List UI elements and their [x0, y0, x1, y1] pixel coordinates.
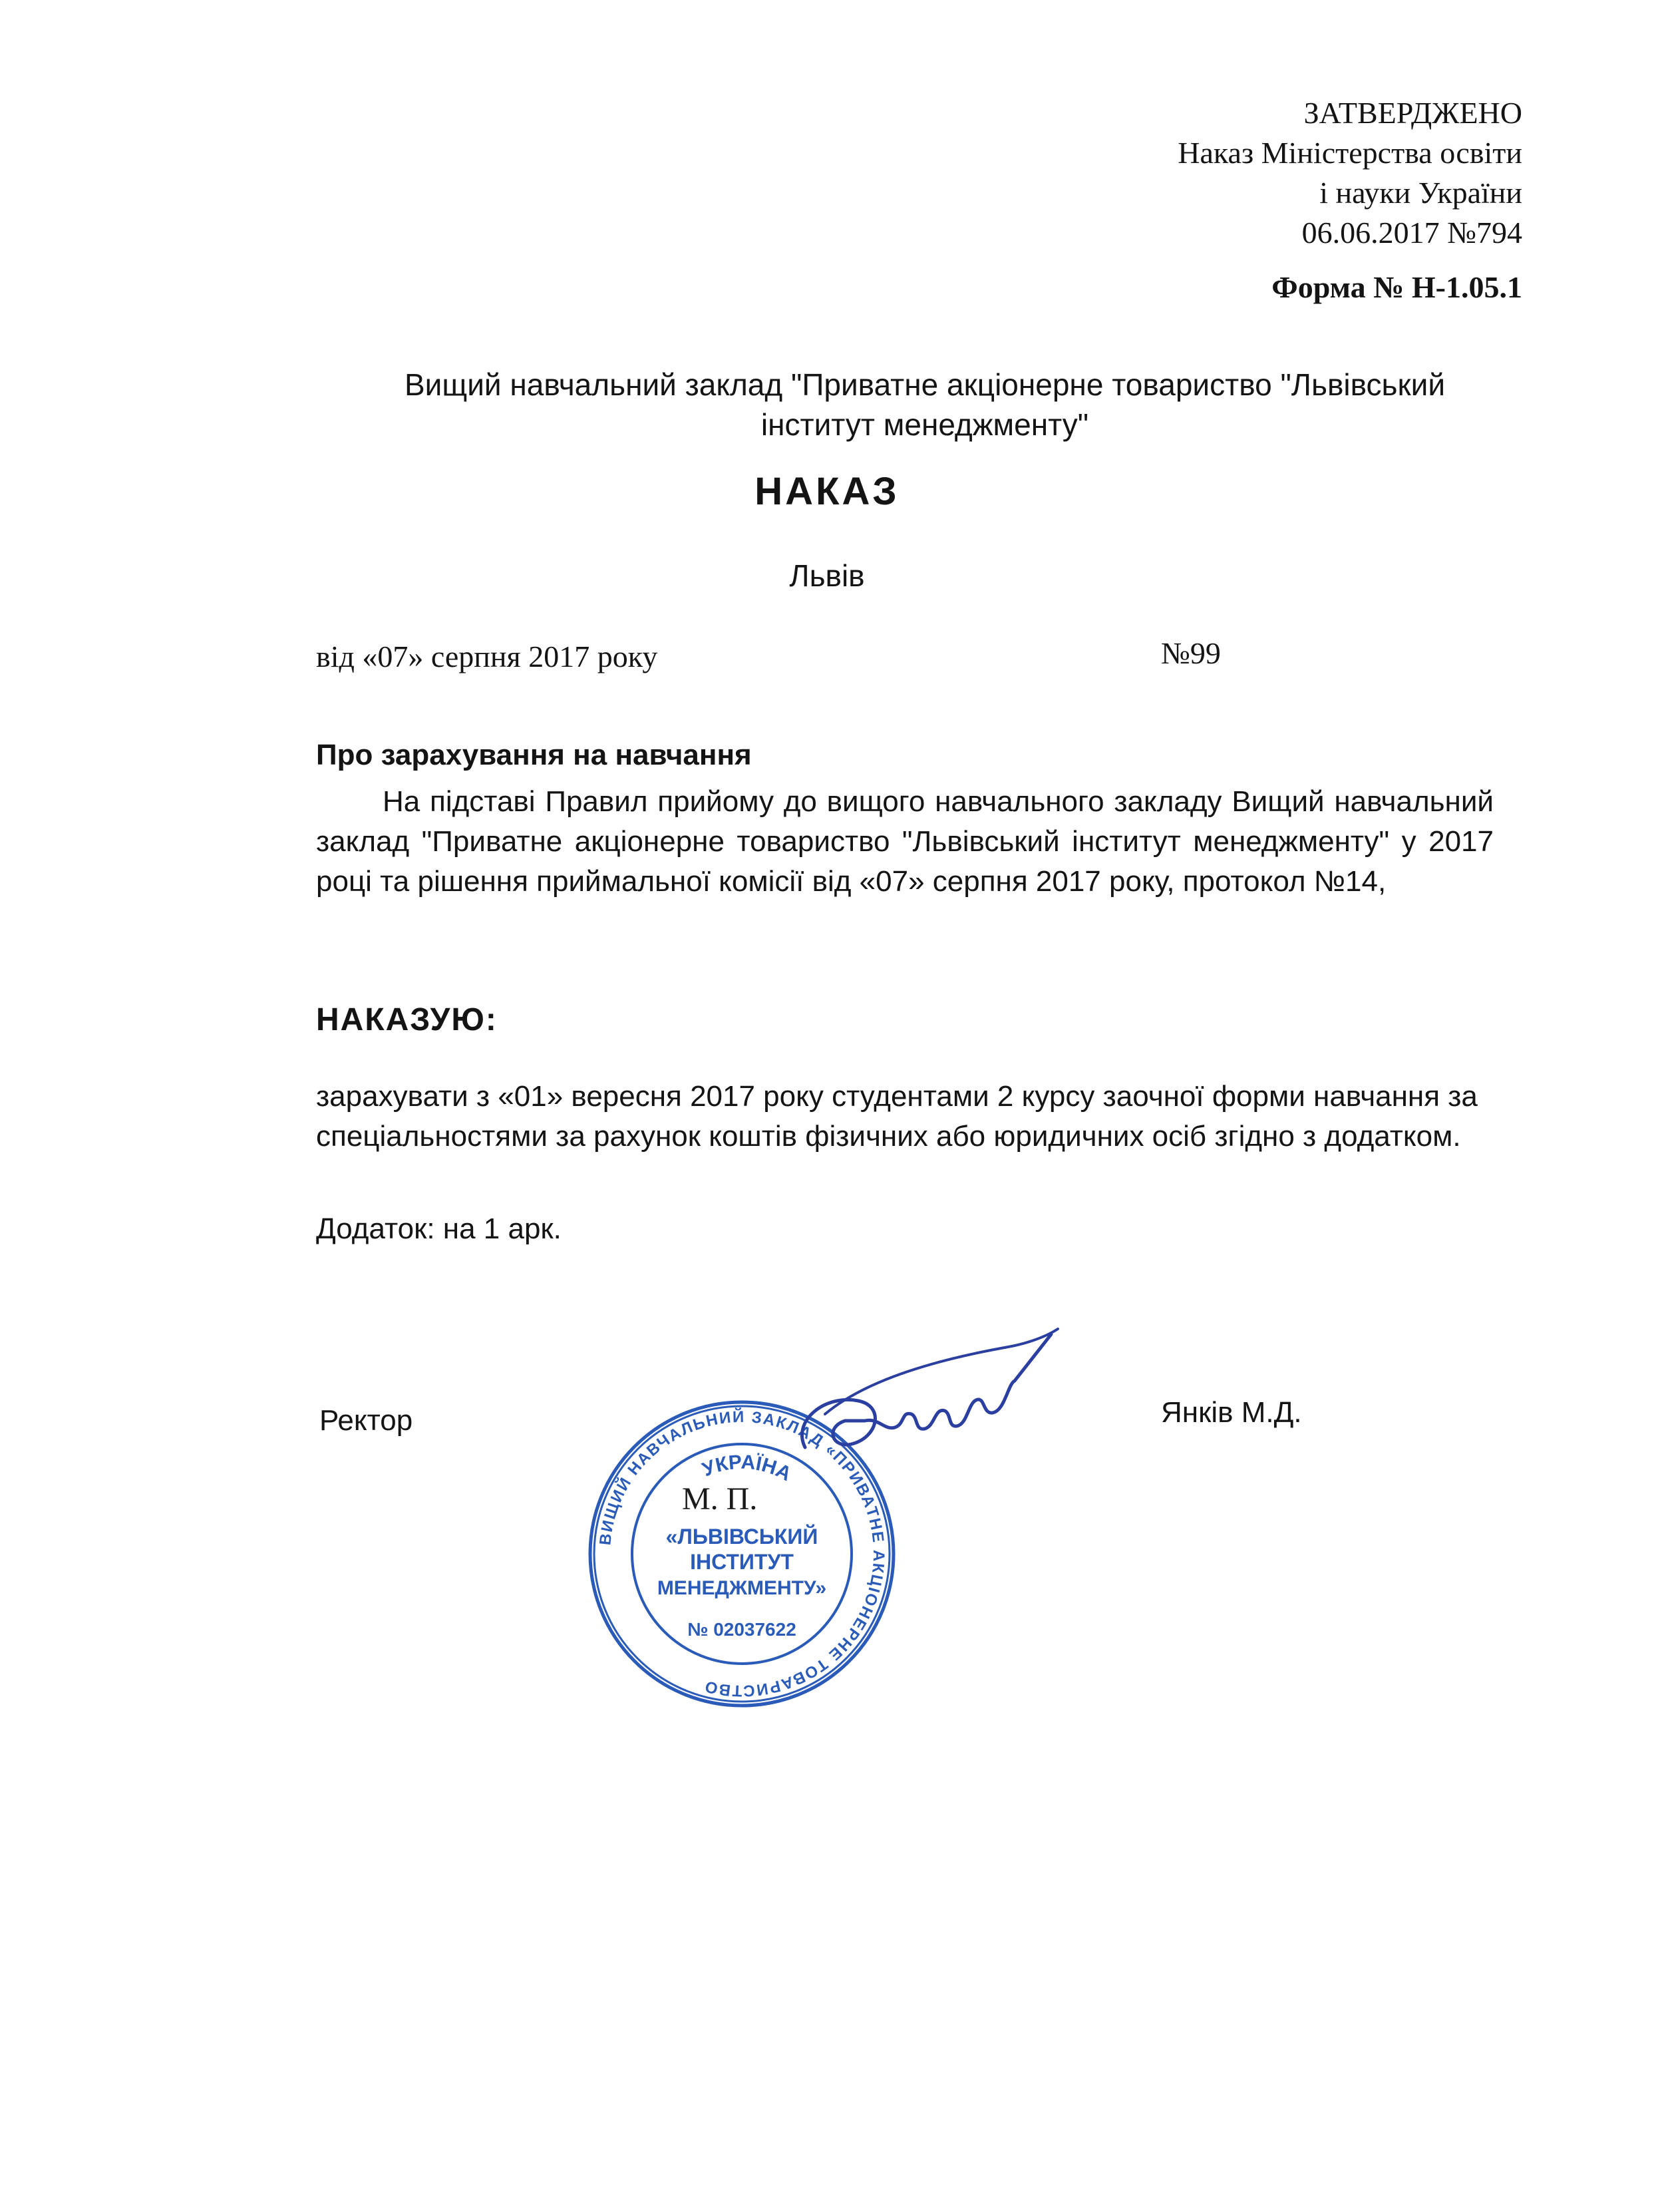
order-decision: зарахувати з «01» вересня 2017 року студентами 2 курсу заочної форми навчання за спеціальностями за рахунок коштів фізичних або юридичних осіб згідно з додатком.	[316, 1080, 1478, 1153]
order-subject: Про зарахування на навчання	[316, 739, 752, 771]
order-directive: НАКАЗУЮ:	[316, 1002, 498, 1037]
approval-date-number: 06.06.2017 №794	[1301, 216, 1522, 250]
seal-top-text: УКРАЇНА	[699, 1451, 795, 1486]
seal-center-line-2: ІНСТИТУТ	[690, 1550, 794, 1574]
signer-name: Янків М.Д.	[1161, 1396, 1302, 1429]
approval-ministry-line: Наказ Міністерства освіти	[1178, 136, 1522, 170]
approval-heading: ЗАТВЕРДЖЕНО	[1303, 96, 1522, 130]
seal-code: № 02037622	[687, 1619, 796, 1640]
order-preamble: На підставі Правил прийому до вищого навчального закладу Вищий навчальний заклад "Приватне акціонерне товариство "Львівський інститут менеджменту" у 2017 році та рішення приймальної комісії від «07» серпня 2017 року, протокол №14,	[316, 785, 1494, 898]
approval-block	[1178, 93, 1522, 253]
approval-ministry-line-2: і науки України	[1319, 176, 1522, 210]
appendix-note: Додаток: на 1 арк.	[316, 1212, 562, 1245]
institution-name-line-1: Вищий навчальний заклад "Приватне акціонерне товариство "Львівський	[404, 367, 1446, 402]
institution-name	[313, 365, 1537, 445]
signature-icon	[785, 1321, 1065, 1474]
city: Львів	[789, 558, 865, 593]
seal-place-label: М. П.	[682, 1481, 758, 1517]
seal-center-line-1: «ЛЬВІВСЬКИЙ	[665, 1525, 818, 1549]
form-number: Форма № Н-1.05.1	[1271, 270, 1522, 304]
document-title: НАКАЗ	[754, 470, 900, 513]
signer-position: Ректор	[319, 1404, 413, 1437]
seal-outer-text: ВИЩИЙ НАВЧАЛЬНИЙ ЗАКЛАД «ПРИВАТНЕ АКЦІОНЕРНЕ ТОВАРИСТВО	[596, 1407, 888, 1700]
institution-name-line-2: інститут менеджменту"	[760, 407, 1089, 442]
order-number: №99	[1161, 636, 1221, 670]
order-date: від «07» серпня 2017 року	[316, 640, 658, 673]
seal-center-line-3: МЕНЕДЖМЕНТУ»	[657, 1577, 827, 1599]
